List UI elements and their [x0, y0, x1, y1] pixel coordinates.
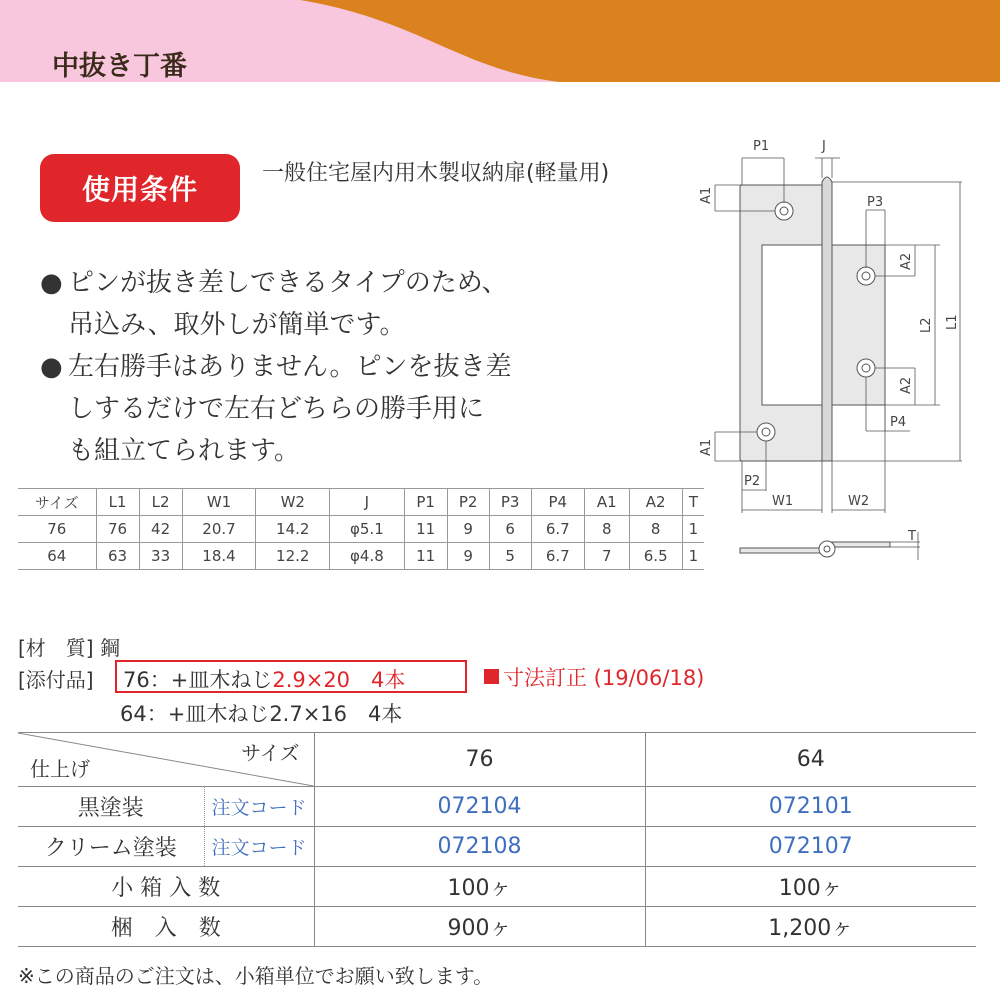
material-line: [18, 632, 120, 661]
spec-cell: 1: [688, 547, 699, 565]
drawing-label: W2: [848, 494, 870, 509]
qty-value: 1,200ヶ: [645, 907, 976, 947]
correction-note: [484, 662, 704, 692]
material-value: 鋼: [99, 636, 120, 660]
attachment-size-corrected: 2.9×20: [272, 668, 351, 692]
spec-header-cell: サイズ: [18, 489, 96, 516]
attachment-line-2: 64：+皿木ねじ2.7×16 4本: [120, 702, 403, 726]
spec-header-cell: L2: [139, 489, 182, 516]
order-table: [18, 732, 976, 947]
correction-text: 寸法訂正 (19/06/18): [503, 666, 705, 690]
order-code: 072101: [645, 787, 976, 827]
spec-cell: φ4.8: [330, 543, 404, 570]
spec-cell: 42: [139, 516, 182, 543]
table-row: [18, 543, 704, 570]
bullet-icon: ●: [40, 268, 63, 298]
attachment-qty: 4本: [371, 668, 406, 692]
spec-cell: 6: [489, 516, 531, 543]
attachment-prefix: 76：+皿木ねじ: [123, 668, 273, 692]
order-code: 072108: [314, 827, 645, 867]
drawing-label: A2: [899, 252, 914, 270]
order-code: 072104: [314, 787, 645, 827]
spec-cell: 64: [18, 543, 96, 570]
spec-cell: 6.7: [531, 516, 584, 543]
drawing-label: P1: [753, 139, 770, 154]
spec-cell: 5: [489, 543, 531, 570]
drawing-label: W1: [772, 494, 794, 509]
spec-header-cell: A2: [629, 489, 682, 516]
drawing-label: P4: [890, 415, 907, 430]
order-code-label: 注文コード: [204, 787, 314, 827]
material-label: [材 質]: [18, 636, 94, 660]
feature-line: ピンが抜き差しできるタイプのため、: [68, 268, 508, 298]
spec-cell: 6.7: [531, 543, 584, 570]
table-row: [18, 516, 704, 543]
page-title: 中抜き丁番: [52, 51, 187, 82]
spec-header-cell: P1: [404, 489, 447, 516]
conditions-badge: 使用条件: [40, 154, 240, 222]
spec-header-cell: P3: [489, 489, 531, 516]
table-row: [18, 787, 976, 827]
drawing-label: J: [822, 139, 826, 154]
spec-cell: 76: [96, 516, 139, 543]
spec-cell: 63: [96, 543, 139, 570]
qty-value: 900ヶ: [314, 907, 645, 947]
size-header: 64: [645, 733, 976, 787]
spec-cell: 8: [629, 516, 682, 543]
table-row: [18, 867, 976, 907]
header-finish-label: 仕上げ: [30, 757, 90, 781]
spec-cell: 6.5: [629, 543, 682, 570]
drawing-label: P2: [744, 474, 761, 489]
spec-cell: 1: [688, 520, 699, 538]
spec-cell: 11: [404, 516, 447, 543]
spec-cell: φ5.1: [330, 516, 404, 543]
feature-line: しするだけで左右どちらの勝手用に: [68, 394, 485, 424]
feature-list: [40, 262, 560, 472]
spec-cell: 9: [447, 543, 489, 570]
drawing-label: L2: [919, 317, 934, 333]
drawing-label: A1: [699, 186, 714, 204]
drawing-label: A2: [899, 376, 914, 394]
drawing-label: P3: [867, 195, 884, 210]
hinge-drawing: [690, 128, 990, 578]
conditions-text: 一般住宅屋内用木製収納扉(軽量用): [262, 161, 610, 186]
feature-line: 吊込み、取外しが簡単です。: [68, 310, 406, 340]
bullet-icon: ●: [40, 352, 63, 382]
size-header: 76: [314, 733, 645, 787]
order-code: 072107: [645, 827, 976, 867]
spec-cell: 9: [447, 516, 489, 543]
feature-item: [40, 262, 560, 346]
qty-value: 100ヶ: [314, 867, 645, 907]
spec-cell: 8: [584, 516, 629, 543]
attachment-corrected-box: [115, 660, 467, 693]
drawing-label: A1: [699, 438, 714, 456]
spec-cell: 18.4: [182, 543, 256, 570]
spec-cell: 12.2: [256, 543, 330, 570]
spec-cell: 76: [18, 516, 96, 543]
spec-cell: 11: [404, 543, 447, 570]
qty-label: 小 箱 入 数: [18, 867, 314, 907]
feature-line: も組立てられます。: [68, 436, 300, 466]
drawing-label: T: [908, 529, 916, 544]
order-code-label: 注文コード: [204, 827, 314, 867]
spec-header-cell: W1: [182, 489, 256, 516]
qty-value: 100ヶ: [645, 867, 976, 907]
spec-header-cell: J: [330, 489, 404, 516]
drawing-label: L1: [945, 314, 960, 330]
spec-header-cell: L1: [96, 489, 139, 516]
finish-name: クリーム塗装: [18, 827, 204, 867]
feature-line: 左右勝手はありません。ピンを抜き差: [68, 352, 512, 382]
spec-header-cell: P4: [531, 489, 584, 516]
spec-header-cell: T: [688, 493, 698, 511]
spec-header-cell: W2: [256, 489, 330, 516]
spec-cell: 7: [584, 543, 629, 570]
qty-label: 梱 入 数: [18, 907, 314, 947]
square-icon: [484, 669, 499, 684]
table-row: [18, 907, 976, 947]
order-header-corner: [18, 733, 314, 787]
finish-name: 黒塗装: [18, 787, 204, 827]
spec-cell: 20.7: [182, 516, 256, 543]
spec-cell: 14.2: [256, 516, 330, 543]
attachment-label: [添付品]: [18, 668, 94, 692]
spec-cell: 33: [139, 543, 182, 570]
spec-table: [18, 488, 704, 570]
spec-header-cell: A1: [584, 489, 629, 516]
spec-header-cell: P2: [447, 489, 489, 516]
order-header-row: [18, 733, 976, 787]
feature-item: [40, 346, 560, 472]
spec-header-row: [18, 489, 704, 516]
footnote: ※この商品のご注文は、小箱単位でお願い致します。: [18, 964, 494, 988]
header-size-label: サイズ: [241, 741, 300, 765]
table-row: [18, 827, 976, 867]
